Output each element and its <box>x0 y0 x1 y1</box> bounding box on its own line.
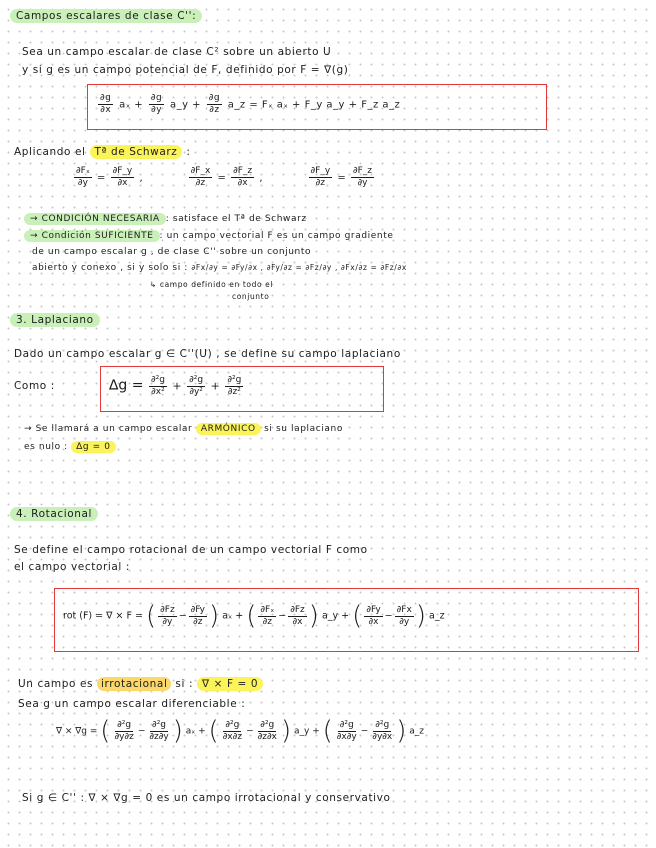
curl-frac-2a: $\frac{\text{∂²g}}{\partial x\partial z}$ <box>222 719 243 742</box>
schwarz-eq3-rhs: $\frac{\partial F\_z}{\partial y}$ <box>352 166 373 188</box>
rot-frac-1a: $\frac{\partial Fz}{\partial y}$ <box>160 604 175 627</box>
condicion-suficiente-line2: de un campo escalar g , de clase C'' sobre un conjunto <box>32 247 312 257</box>
conclusion-line: Si g ∈ C'' : ∇ × ∇g = 0 es un campo irrotacional y conservativo <box>22 792 391 804</box>
lap-frac-y: $\frac{\text{∂²g}}{\text{∂y²}}$ <box>189 375 204 397</box>
rot-frac-3a: $\frac{\partial Fy}{\partial x}$ <box>366 604 381 627</box>
armonico-equation: ∆g = 0 <box>71 441 115 453</box>
frac-dg-dz: $\frac{\partial g}{\partial z}$ <box>208 93 221 115</box>
schwarz-line: Aplicando el Tª de Schwarz : <box>14 146 191 158</box>
frac-dg-dx: $\frac{\partial g}{\partial x}$ <box>100 93 112 115</box>
curl-frac-3a: $\frac{\text{∂²g}}{\partial x\partial y}$ <box>336 719 357 742</box>
frac-dg-dy: $\frac{\partial g}{\partial y}$ <box>150 93 163 115</box>
rotacional-definicion-1: Se define el campo rotacional de un campo vectorial F como <box>14 544 368 556</box>
curl-frac-2b: $\frac{\text{∂²g}}{\partial z\partial x}$ <box>257 719 277 742</box>
schwarz-eq2-rhs: $\frac{\partial F\_z}{\partial x}$ <box>233 166 253 188</box>
intro-line-2: y si g es un campo potencial de F, definido por F = ∇(g) <box>22 64 349 76</box>
heading-campos-escalares: Campos escalares de clase C'': <box>10 10 202 22</box>
lap-frac-x: $\frac{\text{∂²g}}{\text{∂x²}}$ <box>150 375 165 397</box>
curl-frac-1b: $\frac{\text{∂²g}}{\partial z\partial y}$ <box>149 719 169 742</box>
armonico-line-2: es nulo : ∆g = 0 <box>24 442 116 452</box>
irrotacional-highlight: irrotacional <box>97 677 171 691</box>
rot-frac-3b: $\frac{\partial Fx}{\partial y}$ <box>396 604 412 627</box>
irrotacional-equation: ∇ × F = 0 <box>197 677 263 691</box>
rot-frac-1b: $\frac{\partial Fy}{\partial z}$ <box>190 604 205 627</box>
condicion-suficiente: → Condición SUFICIENTE : un campo vectorial F es un campo gradiente <box>24 231 393 241</box>
heading-laplaciano: 3. Laplaciano <box>10 314 100 326</box>
armonico-highlight: ARMÓNICO <box>196 423 261 435</box>
schwarz-eq1-rhs: $\frac{\partial F\_y}{\partial x}$ <box>112 166 133 188</box>
condicion-necesaria: → CONDICIÓN NECESARIA : satisface el Tª de Schwarz <box>24 214 307 224</box>
diferenciable-line: Sea g un campo escalar diferenciable : <box>18 698 246 710</box>
intro-line-1: Sea un campo escalar de clase C² sobre un abierto U <box>22 46 332 58</box>
heading-rotacional: 4. Rotacional <box>10 508 98 520</box>
irrotacional-line: Un campo es irrotacional si : ∇ × F = 0 <box>18 678 263 690</box>
condicion-nota-1: ↳ campo definido en todo el <box>150 280 274 289</box>
schwarz-eq3-lhs: $\frac{\partial F\_y}{\partial z}$ <box>310 166 331 188</box>
laplaciano-como: Como : <box>14 380 55 392</box>
schwarz-eq2-lhs: $\frac{\partial F\_x}{\partial z}$ <box>190 166 211 188</box>
equation-box-gradient <box>87 84 547 130</box>
equation-box-rotacional: rot (F) = ∇ × F = ( $\frac{\partial Fz}{\partial y}$ − $\frac{\partial Fy}{\partial z}$ ) aₓ + ( $\frac{\text{∂Fₓ}}{\partial z}$ − $\frac{\partial Fz}{\partial x}$ ) a_y + ( $\frac{\partial Fy}{\partial x}$ − $\frac{\partial Fx}{\partial y}$ ) a_z <box>54 588 639 652</box>
laplaciano-definicion: Dado un campo escalar g ∈ C''(U) , se define su campo laplaciano <box>14 348 401 360</box>
rot-frac-2b: $\frac{\partial Fz}{\partial x}$ <box>290 604 305 627</box>
eq1-term2-suffix: a_y + <box>169 99 202 111</box>
curl-gradient-equation: ∇ × ∇g = ( $\frac{\text{∂²g}}{\partial y\partial z}$ − $\frac{\text{∂²g}}{\partial z\partial y}$ ) aₓ + ( $\frac{\text{∂²g}}{\partial x\partial z}$ − $\frac{\text{∂²g}}{\partial z\partial x}$ ) a_y + ( $\frac{\text{∂²g}}{\partial x\partial y}$ − $\frac{\text{∂²g}}{\partial y\partial x}$ ) a_z <box>56 716 425 746</box>
curl-frac-1a: $\frac{\text{∂²g}}{\partial y\partial z}$ <box>114 719 134 742</box>
schwarz-equations: $\frac{\text{∂Fₓ}}{\partial y}$ = $\frac{\partial F\_y}{\partial x}$ , $\frac{\partial F\_x}{\partial z}$ = $\frac{\partial F\_z}{\partial x}$ , $\frac{\partial F\_y}{\partial z}$ = $\frac{\partial F\_z}{\partial y}$ <box>76 166 373 188</box>
equation-box-laplaciano: ∆g = $\frac{\text{∂²g}}{\text{∂x²}}$ + $\frac{\text{∂²g}}{\text{∂y²}}$ + $\frac{\text{∂²g}}{\text{∂z²}}$ <box>100 366 384 412</box>
condicion-suficiente-line3: abierto y conexo , si y solo si : ∂Fx/∂y = ∂Fy/∂x , ∂Fy/∂z = ∂Fz/∂y , ∂Fx/∂z = ∂Fz/∂x <box>32 263 407 273</box>
schwarz-highlight: Tª de Schwarz <box>90 145 183 159</box>
eq1-term1-suffix: aₓ + <box>119 99 144 111</box>
lap-frac-z: $\frac{\text{∂²g}}{\text{∂z²}}$ <box>227 375 242 397</box>
condicion-suficiente-derivadas: ∂Fx/∂y = ∂Fy/∂x , ∂Fy/∂z = ∂Fz/∂y , ∂Fx/∂z = ∂Fz/∂x <box>191 263 407 272</box>
schwarz-eq1-lhs: $\frac{\text{∂Fₓ}}{\partial y}$ <box>76 166 90 188</box>
eq1-term3-suffix: a_z = Fₓ aₓ + F_y a_y + F_z a_z <box>227 99 401 111</box>
armonico-line-1: → Se llamará a un campo escalar ARMÓNICO si su laplaciano <box>24 424 343 434</box>
curl-frac-3b: $\frac{\text{∂²g}}{\partial y\partial x}$ <box>372 719 393 742</box>
rot-frac-2a: $\frac{\text{∂Fₓ}}{\partial z}$ <box>260 604 275 627</box>
rotacional-definicion-2: el campo vectorial : <box>14 561 131 573</box>
condicion-nota-2: conjunto <box>232 292 270 301</box>
